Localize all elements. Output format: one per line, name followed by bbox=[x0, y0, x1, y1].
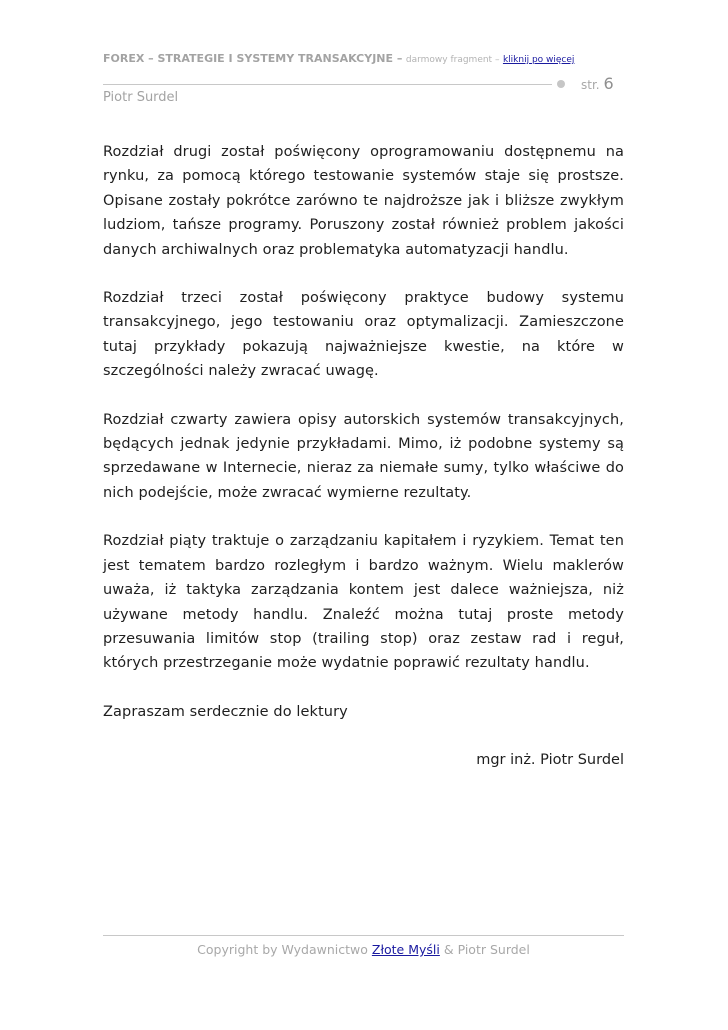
page-body bbox=[103, 140, 624, 772]
paragraph: Rozdział czwarty zawiera opisy autorskich systemów transakcyjnych, będących jednak jedynie przykładami. Mimo, iż podobne systemy są sprzedawane w Internecie, nieraz za niemałe sumy, tylko właściwe do nich podejście, może zwracać wymierne rezultaty. bbox=[103, 411, 624, 501]
header-title-line bbox=[103, 52, 574, 65]
publisher-link[interactable]: Złote Myśli bbox=[371, 942, 440, 957]
footer-divider bbox=[103, 935, 624, 936]
copyright-suffix: & Piotr Surdel bbox=[443, 942, 530, 957]
page-prefix: str. bbox=[581, 78, 600, 92]
book-title: FOREX – STRATEGIE I SYSTEMY TRANSAKCYJNE – bbox=[103, 52, 403, 65]
signature: mgr inż. Piotr Surdel bbox=[476, 752, 624, 769]
header-divider bbox=[103, 84, 552, 85]
paragraph: Rozdział drugi został poświęcony oprogramowaniu dostępnemu na rynku, za pomocą którego testowanie systemów staje się prostsze. Opisane zostały pokrótce zarówno te najdroższe jak i bliższe zwykłym ludziom, tańsze programy. Poruszony został również problem jakości danych archiwalnych oraz problematyka automatyzacji handlu. bbox=[103, 144, 624, 258]
page-header bbox=[103, 52, 623, 112]
copyright-prefix: Copyright by Wydawnictwo bbox=[197, 942, 368, 957]
fragment-label: darmowy fragment – bbox=[405, 55, 500, 65]
page-number bbox=[581, 74, 614, 93]
paragraph: Rozdział trzeci został poświęcony praktyce budowy systemu transakcyjnego, jego testowaniu oraz optymalizacji. Zamieszczone tutaj przykłady pokazują najważniejsze kwestie, na które w szczególności należy zwracać uwagę. bbox=[103, 290, 624, 380]
paragraph: Rozdział piąty traktuje o zarządzaniu kapitałem i ryzykiem. Temat ten jest tematem bardzo rozległym i bardzo ważnym. Wielu maklerów uważa, iż taktyka zarządzania kontem jest dalece ważniejsza, niż używane metody handlu. Znaleźć można tutaj proste metody przesuwania limitów stop (trailing stop) oraz zestaw rad i reguł, których przestrzeganie może wydatnie poprawić rezultaty handlu. bbox=[103, 533, 624, 672]
page-number-value: 6 bbox=[603, 74, 614, 93]
page-footer bbox=[103, 942, 624, 957]
header-author: Piotr Surdel bbox=[103, 90, 179, 105]
bullet-dot-icon bbox=[557, 80, 565, 88]
closing-line: Zapraszam serdecznie do lektury bbox=[103, 703, 348, 720]
more-link[interactable]: kliknij po więcej bbox=[502, 55, 575, 65]
